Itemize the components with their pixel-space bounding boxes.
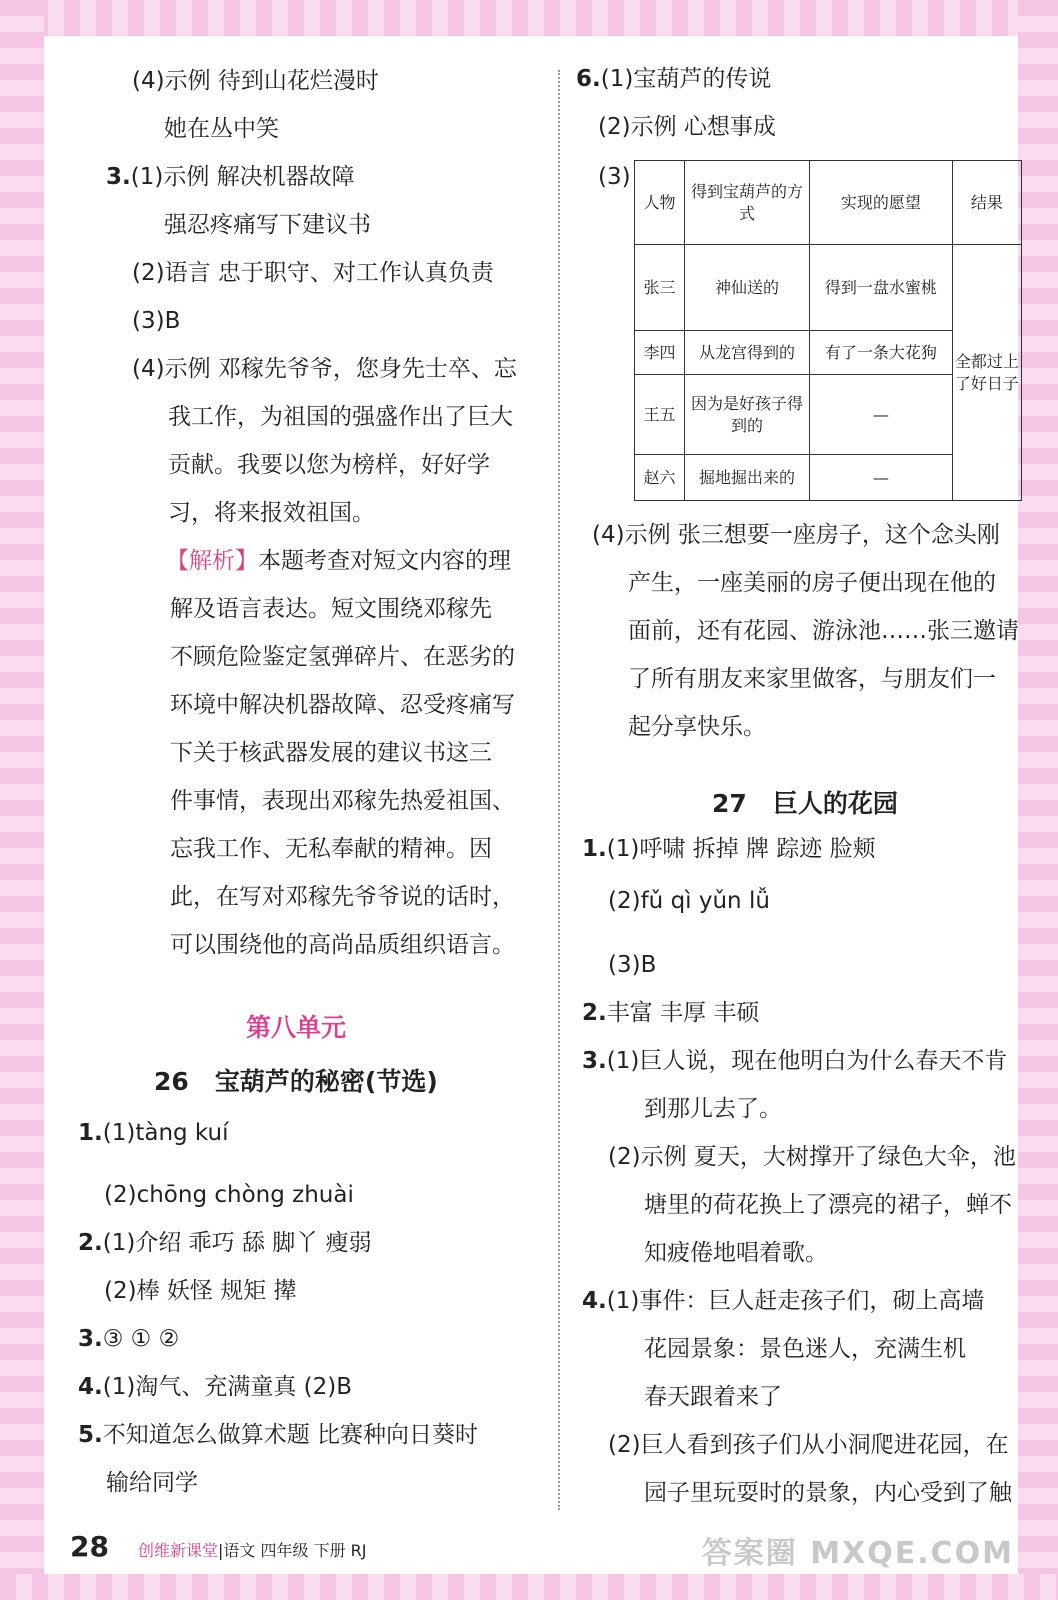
table-header: 人物: [635, 161, 685, 245]
answer-line: 知疲倦地唱着歌。: [644, 1240, 828, 1266]
analysis-line: 此，在写对邓稼先爷爷说的话时，: [170, 884, 515, 910]
table-cell: 王五: [635, 375, 685, 455]
answer-text: (1)tàng kuí: [102, 1120, 229, 1146]
answer-line: (2)语言 忠于职守、对工作认真负责: [132, 260, 494, 286]
analysis-line: 忘我工作、无私奉献的精神。因: [170, 836, 492, 862]
answer-line: [582, 1286, 984, 1316]
question-number: 4.: [78, 1374, 103, 1400]
border-bottom: [0, 1574, 1058, 1600]
answer-text: 丰富 丰厚 丰硕: [606, 1000, 760, 1026]
table-cell: 李四: [635, 331, 685, 375]
question-number: 1.: [582, 836, 607, 862]
lesson-title: [712, 784, 898, 820]
table-cell: 神仙送的: [684, 245, 809, 331]
analysis-text: 本题考查对短文内容的理: [258, 548, 511, 574]
footer-info: [138, 1538, 367, 1561]
answer-line: 春天跟着来了: [644, 1384, 782, 1410]
watermark: 答案圈 MXQE.COM: [701, 1536, 1014, 1571]
table-cell: 张三: [635, 245, 685, 331]
answer-line: (3)B: [608, 952, 657, 978]
story-table: [634, 160, 1022, 501]
analysis-line: 环境中解决机器故障、忍受疼痛写: [170, 692, 515, 718]
footer-subject: 语文 四年级 下册 RJ: [223, 1541, 367, 1560]
answer-line: [106, 162, 355, 192]
answer-line: (4)示例 待到山花烂漫时: [132, 68, 379, 94]
answer-line: 塘里的荷花换上了漂亮的裙子，蝉不: [644, 1192, 1012, 1218]
table-cell: 从龙宫得到的: [684, 331, 809, 375]
answer-line: (4)示例 张三想要一座房子，这个念头刚: [592, 522, 1000, 548]
answer-line: 到那儿去了。: [644, 1096, 782, 1122]
unit-heading: 第八单元: [246, 1013, 347, 1042]
question-number: 2.: [582, 1000, 607, 1026]
answer-text: ③ ① ②: [102, 1326, 180, 1352]
answer-line: [576, 64, 771, 94]
table-header: 实现的愿望: [810, 161, 953, 245]
question-number: 2.: [78, 1230, 103, 1256]
border-left: [0, 0, 44, 1600]
answer-text: 不知道怎么做算术题 比赛种向日葵时: [102, 1422, 479, 1448]
answer-line: 了所有朋友来家里做客，与朋友们一: [628, 666, 996, 692]
question-number: 3.: [582, 1048, 607, 1074]
border-right: [1018, 0, 1058, 1600]
answer-line: (2)示例 心想事成: [598, 114, 776, 140]
answer-line: [78, 1324, 179, 1354]
answer-line: 她在丛中笑: [164, 116, 279, 142]
answer-line: 输给同学: [106, 1470, 198, 1496]
analysis-line: 不顾危险鉴定氢弹碎片、在恶劣的: [170, 644, 515, 670]
answer-line: (2)巨人看到孩子们从小洞爬进花园，在: [608, 1432, 1009, 1458]
table-cell-result: 全都过上了好日子: [952, 245, 1021, 501]
analysis-line: 解及语言表达。短文围绕邓稼先: [170, 596, 492, 622]
table-header: 结果: [952, 161, 1021, 245]
answer-text: (1)介绍 乖巧 舔 脚丫 瘦弱: [102, 1230, 372, 1256]
answer-line: [582, 1046, 1007, 1076]
answer-line: 产生，一座美丽的房子便出现在他的: [628, 570, 996, 596]
answer-text: (1)淘气、充满童真 (2)B: [102, 1374, 352, 1400]
answer-line: [582, 834, 876, 864]
analysis-line: 下关于核武器发展的建议书这三: [170, 740, 492, 766]
lesson-number: 26: [154, 1067, 189, 1096]
answer-text: (1)示例 解决机器故障: [130, 164, 355, 190]
answer-line: (2)示例 夏天，大树撑开了绿色大伞，池: [608, 1144, 1016, 1170]
answer-line: (3): [598, 164, 631, 190]
answer-line: 我工作，为祖国的强盛作出了巨大: [168, 404, 513, 430]
answer-line: (2)棒 妖怪 规矩 撵: [104, 1278, 297, 1304]
answer-line: [582, 998, 759, 1028]
question-number: 6.: [576, 66, 601, 92]
answer-line: [78, 1372, 352, 1402]
lesson-name: 宝葫芦的秘密(节选): [214, 1067, 438, 1096]
analysis-line: 可以围绕他的高尚品质组织语言。: [170, 932, 515, 958]
lesson-name: 巨人的花园: [772, 789, 898, 818]
question-number: 5.: [78, 1422, 103, 1448]
answer-line: 习，将来报效祖国。: [168, 500, 375, 526]
analysis-line: 件事情，表现出邓稼先热爱祖国、: [170, 788, 515, 814]
table-cell: 掘地掘出来的: [684, 455, 809, 501]
lesson-number: 27: [712, 789, 747, 818]
answer-line: [78, 1420, 478, 1450]
question-number: 3.: [78, 1326, 103, 1352]
table-cell: 得到一盘水蜜桃: [810, 245, 953, 331]
answer-line: [78, 1118, 229, 1148]
answer-text: (1)巨人说，现在他明白为什么春天不肯: [606, 1048, 1008, 1074]
table-cell: 赵六: [635, 455, 685, 501]
answer-line: (2)chōng chòng zhuài: [104, 1182, 354, 1208]
answer-line: (3)B: [132, 308, 181, 334]
table-cell: —: [810, 455, 953, 501]
table-cell: 因为是好孩子得到的: [684, 375, 809, 455]
answer-line: 强忍疼痛写下建议书: [164, 212, 371, 238]
answer-line: 园子里玩耍时的景象，内心受到了触: [644, 1480, 1012, 1506]
page-number: 28: [70, 1530, 109, 1563]
answer-text: (1)宝葫芦的传说: [600, 66, 772, 92]
question-number: 4.: [582, 1288, 607, 1314]
analysis-label: 【解析】: [166, 548, 258, 574]
answer-line: 贡献。我要以您为榜样，好好学: [168, 452, 490, 478]
answer-text: (1)事件：巨人赶走孩子们，砌上高墙: [606, 1288, 985, 1314]
analysis-line: [166, 546, 511, 576]
answer-line: (2)fǔ qì yǔn lǚ: [608, 888, 770, 914]
question-number: 3.: [106, 164, 131, 190]
answer-line: 起分享快乐。: [628, 714, 766, 740]
table-cell: 有了一条大花狗: [810, 331, 953, 375]
answer-line: 花园景象：景色迷人，充满生机: [644, 1336, 966, 1362]
answer-line: [78, 1228, 372, 1258]
table-cell: —: [810, 375, 953, 455]
answer-text: (1)呼啸 拆掉 牌 踪迹 脸颊: [606, 836, 876, 862]
footer-separator: |: [218, 1541, 224, 1560]
question-number: 1.: [78, 1120, 103, 1146]
column-divider: [558, 70, 560, 1510]
answer-line: (4)示例 邓稼先爷爷，您身先士卒、忘: [132, 356, 517, 382]
table-header: 得到宝葫芦的方式: [684, 161, 809, 245]
border-top: [0, 0, 1058, 36]
brand-name: 创维新课堂: [138, 1541, 219, 1560]
lesson-title: [154, 1062, 438, 1098]
answer-line: 面前，还有花园、游泳池……张三邀请: [628, 618, 1019, 644]
